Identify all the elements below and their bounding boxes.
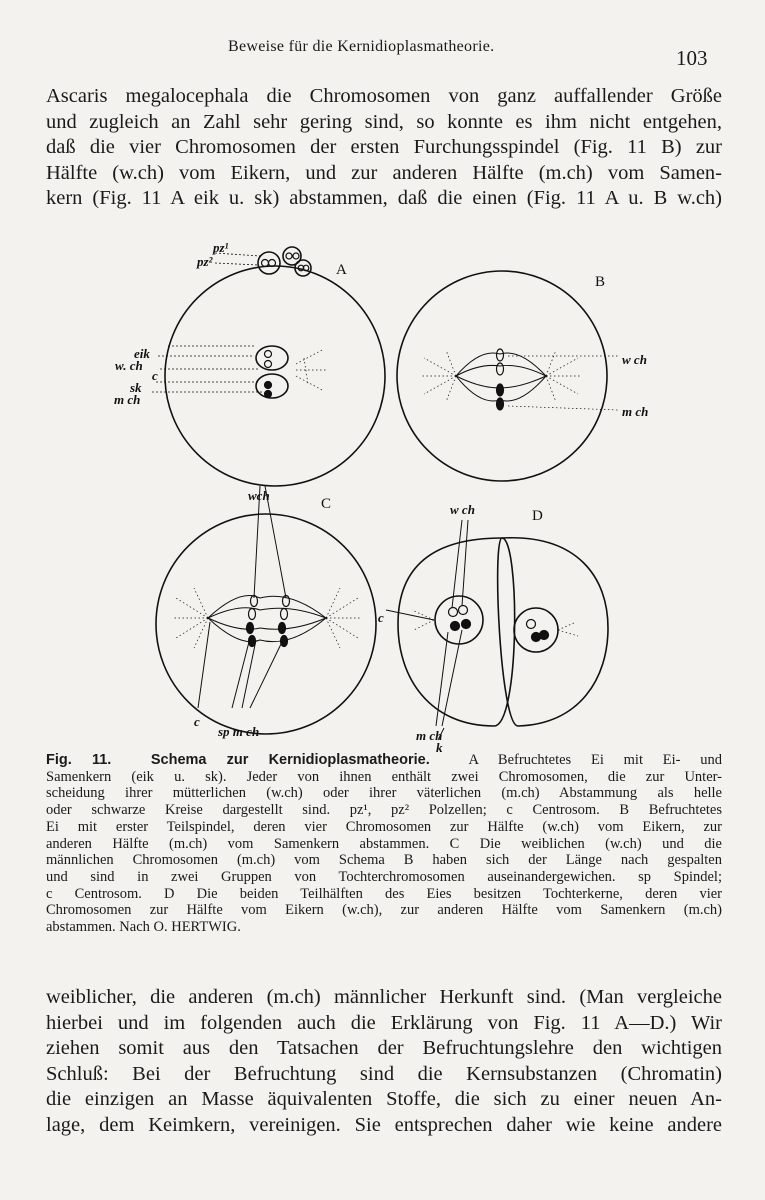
text-line: hierbei und im folgenden auch die Erklärung von Fig. 11 A—D.) Wir — [46, 1011, 722, 1034]
label-b-mch: m ch — [622, 404, 649, 419]
label-sk: sk — [130, 380, 142, 395]
caption-line: Samenkern (eik u. sk). Jeder von ihnen enthält zwei Chromosomen, die zur Unter- — [46, 768, 722, 785]
bottom-paragraph — [46, 985, 722, 1138]
text-line: lage, dem Keimkern, vereinigen. Sie entsprechen daher wie keine andere — [46, 1113, 722, 1136]
text-line: ziehen somit aus den Tatsachen der Befruchtungslehre den wichtigen — [46, 1037, 722, 1059]
running-title: Beweise für die Kernidioplasmatheorie. — [228, 38, 495, 55]
panel-label-b: B — [595, 274, 606, 290]
figure-caption — [46, 752, 722, 936]
label-d-mch: m ch — [416, 728, 443, 743]
label-c-spmch: sp m ch — [218, 724, 260, 739]
page-header — [0, 36, 765, 70]
caption-line: anderen Hälfte (m.ch) vom Samenkern abstammen. C Die weiblichen (w.ch) und die — [46, 835, 722, 852]
text-line: kern (Fig. 11 A eik u. sk) abstammen, daß die einen (Fig. 11 A u. B w.ch) — [46, 187, 722, 209]
text-line: die einzigen an Masse äquivalenten Stoffe, die sich zu einer neuen An- — [46, 1088, 722, 1110]
schema-illustration — [100, 238, 680, 758]
text-line: Schluß: Bei der Befruchtung sind die Kernsubstanzen (Chromatin) — [46, 1062, 722, 1085]
caption-line: und sind in zwei Gruppen von Tochterchromosomen auseinandergewichen. sp Spindel; — [46, 868, 722, 885]
caption-line: Ei mit erster Teilspindel, deren vier Chromosomen zur Hälfte (w.ch) vom Eikern, zur — [46, 818, 722, 835]
caption-line: abstammen. Nach O. HERTWIG. — [46, 919, 241, 936]
caption-title: Schema zur Kernidioplasmatheorie. — [150, 752, 430, 768]
panel-label-d: D — [532, 508, 543, 524]
egg-c — [156, 514, 376, 734]
caption-line: oder schwarze Kreise dargestellt sind. pz¹, pz² Polzellen; c Centrosom. B Befruchtetes — [46, 802, 722, 819]
top-paragraph — [46, 84, 722, 212]
label-mch: m ch — [114, 392, 141, 407]
label-d-wch: w ch — [450, 502, 475, 517]
egg-a — [165, 266, 385, 486]
caption-line — [46, 752, 722, 769]
caption-line: c Centrosom. D Die beiden Teilhälften des Eies besitzen Tochterkerne, deren vier — [46, 885, 722, 902]
text-line: daß die vier Chromosomen der ersten Furchungsspindel (Fig. 11 B) zur — [46, 136, 722, 158]
page-number: 103 — [676, 46, 708, 70]
panel-label-a: A — [336, 262, 347, 278]
label-wch: w. ch — [115, 358, 143, 373]
label-eik: eik — [134, 346, 150, 361]
caption-fig-number: Fig. 11. — [46, 752, 112, 768]
figure-11 — [100, 238, 680, 758]
caption-line: scheidung ihrer mütterlichen (w.ch) oder ihrer väterlichen (m.ch) Abstammung als helle — [46, 785, 722, 802]
text-line: Hälfte (w.ch) vom Eikern, und zur anderen Hälfte (m.ch) vom Samen- — [46, 161, 722, 184]
label-d-k: k — [436, 740, 443, 755]
label-c-c: c — [194, 714, 200, 729]
label-pz2: pz² — [197, 254, 213, 269]
panel-label-c: C — [321, 496, 332, 512]
label-pz1: pz¹ — [213, 240, 229, 255]
label-c: c — [152, 368, 158, 383]
caption-text: A Befruchtetes Ei mit Ei- und — [468, 752, 722, 768]
caption-line: männlichen Chromosomen (m.ch) vom Schema B haben sich der Länge nach gespalten — [46, 852, 722, 869]
text-line: und zugleich an Zahl sehr gering sind, so konnte es ihm nicht entgehen, — [46, 110, 722, 133]
label-b-wch: w ch — [622, 352, 647, 367]
label-d-c: c — [378, 610, 384, 625]
caption-line: Chromosomen zur Hälfte vom Eikern (w.ch), zur anderen Hälfte vom Samenkern (m.ch) — [46, 902, 722, 919]
text-line: weiblicher, die anderen (m.ch) männlicher Herkunft sind. (Man vergleiche — [46, 986, 722, 1008]
text-line: Ascaris megalocephala die Chromosomen von ganz auffallender Größe — [46, 85, 722, 107]
label-c-wch: wch — [248, 488, 270, 503]
